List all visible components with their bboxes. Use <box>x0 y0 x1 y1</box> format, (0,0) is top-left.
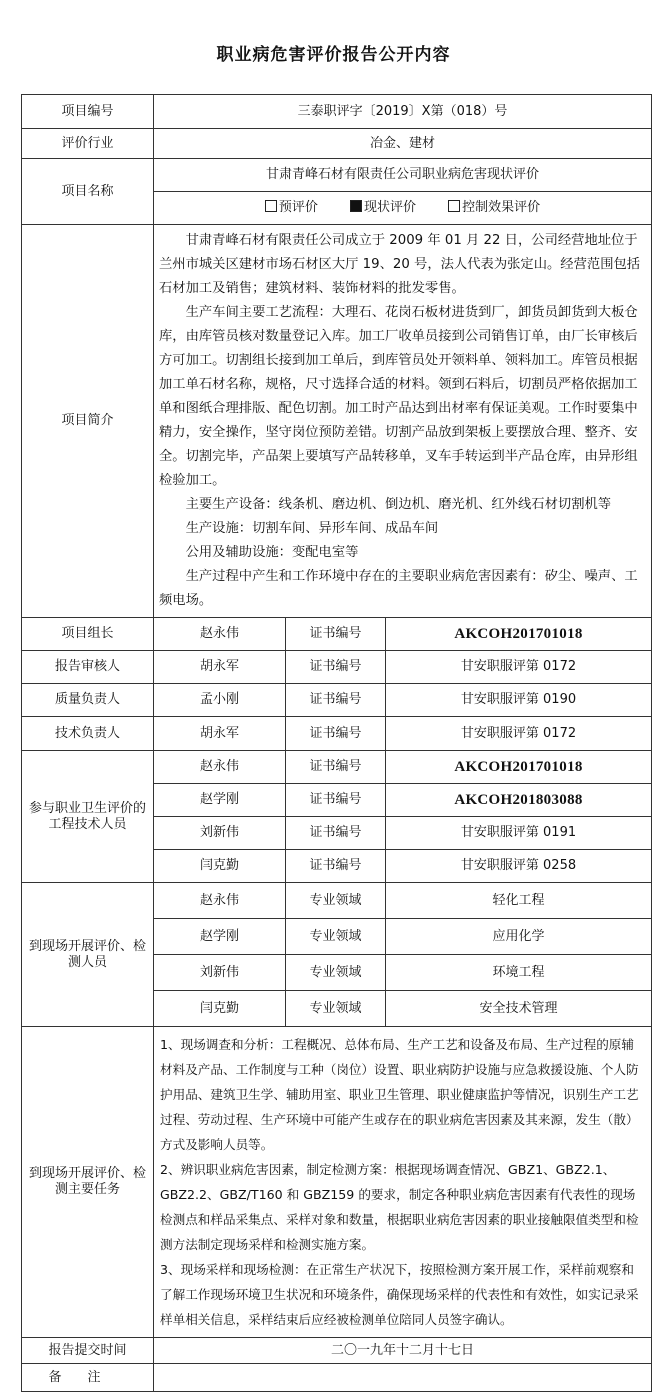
field-staff-field-label: 专业领域 <box>286 991 386 1027</box>
field-staff-name: 刘新伟 <box>154 955 286 991</box>
row-industry <box>22 129 652 159</box>
field-staff-field: 轻化工程 <box>386 883 652 919</box>
leader-cert-label: 证书编号 <box>286 618 386 651</box>
engineer-cert: AKCOH201701018 <box>386 751 652 784</box>
intro-paragraph: 生产过程中产生和工作环境中存在的主要职业病危害因素有：矽尘、噪声、工频电场。 <box>159 569 638 608</box>
field-staff-name: 闫克勤 <box>154 991 286 1027</box>
tech-label: 技术负责人 <box>22 717 154 751</box>
quality-label: 质量负责人 <box>22 684 154 717</box>
disclosure-table <box>21 94 652 1392</box>
engineer-name: 刘新伟 <box>154 817 286 850</box>
page-title: 职业病危害评价报告公开内容 <box>216 45 451 65</box>
tech-cert-label: 证书编号 <box>286 717 386 751</box>
engineer-cert-label: 证书编号 <box>286 784 386 817</box>
submit-time-label: 报告提交时间 <box>22 1338 154 1364</box>
row-quality <box>22 684 652 717</box>
option-current-eval-label: 现状评价 <box>363 200 416 215</box>
row-remark <box>22 1364 652 1392</box>
option-control-eval-label: 控制效果评价 <box>462 200 541 215</box>
project-name-label: 项目名称 <box>22 159 154 225</box>
field-staff-field-label: 专业领域 <box>286 883 386 919</box>
intro-paragraph: 生产设施：切割车间、异形车间、成品车间 <box>185 521 439 536</box>
intro-paragraph: 公用及辅助设施：变配电室等 <box>185 545 359 560</box>
checkbox-pre-eval <box>265 200 277 212</box>
field-staff-field: 安全技术管理 <box>386 991 652 1027</box>
row-submit-time <box>22 1338 652 1364</box>
row-project-name <box>22 159 652 192</box>
quality-name: 孟小刚 <box>154 684 286 717</box>
leader-name: 赵永伟 <box>154 618 286 651</box>
row-reviewer <box>22 651 652 684</box>
task-item: 3、现场采样和现场检测：在正常生产状况下，按照检测方案开展工作，采样前观察和了解工作现场环境卫生状况和环境条件，确保现场采样的代表性和有效性，如实记录采样单相关信息，采样结束后应经被检测单位陪同人员签字确认。 <box>160 1262 639 1327</box>
checkbox-current-eval <box>350 200 362 212</box>
task-item: 2、辨识职业病危害因素，制定检测方案：根据现场调查情况、GBZ1、GBZ2.1、GBZ2.2、GBZ/T160 和 GBZ159 的要求，制定各种职业病危害因素有代表性的现场检测点和样品采集点、采样对象和数量，根据职业病危害因素的职业接触限值类型和检测方法制定现场采样和检测实施方案。 <box>160 1162 639 1252</box>
tasks-label: 到现场开展评价、检测主要任务 <box>22 1027 154 1338</box>
row-engineer <box>22 751 652 784</box>
field-staff-name: 赵永伟 <box>154 883 286 919</box>
engineer-cert-label: 证书编号 <box>286 751 386 784</box>
checkbox-control-eval <box>448 200 460 212</box>
intro-paragraph: 主要生产设备：线条机、磨边机、倒边机、磨光机、红外线石材切割机等 <box>185 497 612 512</box>
quality-cert-label: 证书编号 <box>286 684 386 717</box>
row-project-no <box>22 95 652 129</box>
intro-content <box>154 225 652 618</box>
reviewer-label: 报告审核人 <box>22 651 154 684</box>
field-staff-field-label: 专业领域 <box>286 955 386 991</box>
tech-name: 胡永军 <box>154 717 286 751</box>
option-pre-eval-label: 预评价 <box>278 200 318 215</box>
row-intro <box>22 225 652 618</box>
eval-type-options <box>154 192 652 225</box>
engineers-label: 参与职业卫生评价的工程技术人员 <box>22 751 154 883</box>
quality-cert: 甘安职服评第 0190 <box>386 684 652 717</box>
project-no-value: 三泰职评字〔2019〕X第（018）号 <box>154 95 652 129</box>
engineer-name: 赵学刚 <box>154 784 286 817</box>
row-leader <box>22 618 652 651</box>
option-current-eval <box>350 200 416 216</box>
project-no-label: 项目编号 <box>22 95 154 129</box>
industry-value: 冶金、建材 <box>154 129 652 159</box>
engineer-cert: 甘安职服评第 0191 <box>386 817 652 850</box>
intro-label: 项目简介 <box>22 225 154 618</box>
engineer-cert-label: 证书编号 <box>286 850 386 883</box>
option-pre-eval <box>265 200 318 216</box>
intro-paragraph: 甘肃青峰石材有限责任公司成立于 2009 年 01 月 22 日，公司经营地址位于兰州市城关区建材市场石材区大厅 19、20 号，法人代表为张定山。经营范围包括石材加工及销售；建筑材料、装饰材料的批发零售。 <box>159 233 641 296</box>
industry-label: 评价行业 <box>22 129 154 159</box>
task-item: 1、现场调查和分析：工程概况、总体布局、生产工艺和设备及布局、生产过程的原辅材料及产品、工作制度与工种（岗位）设置、职业病防护设施与应急救援设施、个人防护用品、建筑卫生学、辅助用室、职业卫生管理、职业健康监护等情况，识别生产工艺过程、劳动过程、生产环境中可能产生或存在的职业病危害因素及其来源，发生（散）方式及影响人员等。 <box>160 1037 639 1152</box>
project-name-value: 甘肃青峰石材有限责任公司职业病危害现状评价 <box>154 159 652 192</box>
tech-cert: 甘安职服评第 0172 <box>386 717 652 751</box>
remark-label: 备注 <box>22 1364 154 1392</box>
field-staff-field: 应用化学 <box>386 919 652 955</box>
engineer-cert-label: 证书编号 <box>286 817 386 850</box>
row-field-staff <box>22 883 652 919</box>
field-staff-name: 赵学刚 <box>154 919 286 955</box>
reviewer-cert-label: 证书编号 <box>286 651 386 684</box>
option-control-eval <box>448 200 540 216</box>
leader-label: 项目组长 <box>22 618 154 651</box>
engineer-name: 赵永伟 <box>154 751 286 784</box>
engineer-cert: AKCOH201803088 <box>386 784 652 817</box>
remark-value <box>154 1364 652 1392</box>
engineer-cert: 甘安职服评第 0258 <box>386 850 652 883</box>
engineer-name: 闫克勤 <box>154 850 286 883</box>
reviewer-name: 胡永军 <box>154 651 286 684</box>
reviewer-cert: 甘安职服评第 0172 <box>386 651 652 684</box>
field-staff-field-label: 专业领域 <box>286 919 386 955</box>
field-staff-field: 环境工程 <box>386 955 652 991</box>
tasks-content <box>154 1027 652 1338</box>
field-staff-label: 到现场开展评价、检测人员 <box>22 883 154 1027</box>
row-tasks <box>22 1027 652 1338</box>
leader-cert: AKCOH201701018 <box>386 618 652 651</box>
intro-paragraph: 生产车间主要工艺流程：大理石、花岗石板材进货到厂，卸货员卸货到大板仓库，由库管员核对数量登记入库。加工厂收单员接到公司销售订单，由厂长审核后方可加工。切割组长接到加工单后，到库管员处开领料单、领料加工。库管员根据加工单石材名称，规格，尺寸选择合适的材料。领到石料后，切割员严格依据加工单和图纸合理排版、配色切割。加工时产品达到出材率有保证美观。工作时要集中精力，安全操作，坚守岗位预防差错。切割产品放到架板上要摆放合理、整齐、安全。切割完毕，产品架上要填写产品转移单，叉车手转运到半产品仓库，由异形组检验加工。 <box>159 305 638 488</box>
submit-time-value: 二〇一九年十二月十七日 <box>154 1338 652 1364</box>
row-tech <box>22 717 652 751</box>
